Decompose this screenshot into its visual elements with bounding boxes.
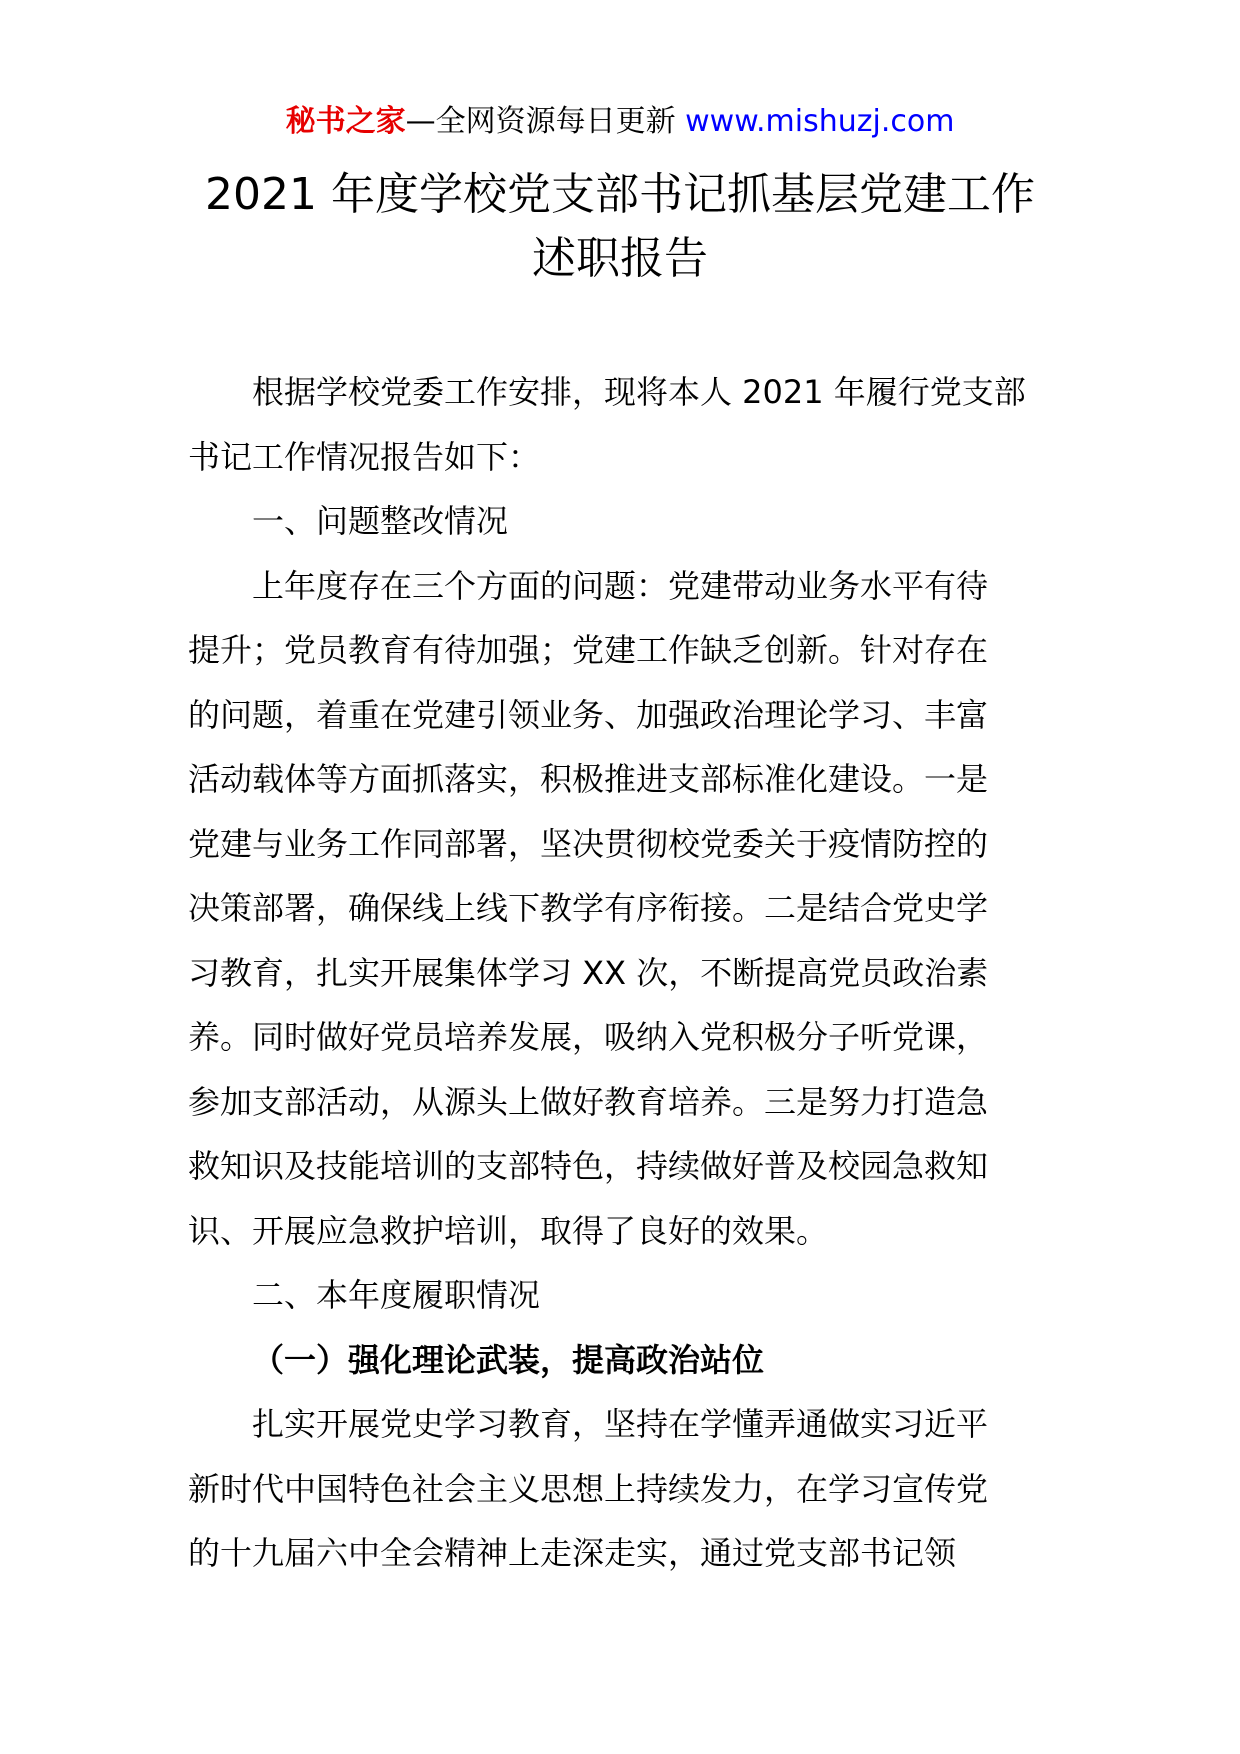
section-heading-1: 一、问题整改情况 <box>252 502 509 540</box>
paragraph-line: 救知识及技能培训的支部特色，持续做好普及校园急救知 <box>188 1147 989 1185</box>
section-heading-2: 二、本年度履职情况 <box>252 1276 541 1314</box>
paragraph-line: 党建与业务工作同部署，坚决贯彻校党委关于疫情防控的 <box>188 824 989 863</box>
subsection-heading-1: （一）强化理论武装，提高政治站位 <box>252 1340 765 1379</box>
paragraph-line: 的问题，着重在党建引领业务、加强政治理论学习、丰富 <box>188 695 989 734</box>
paragraph-line: 上年度存在三个方面的问题：党建带动业务水平有待 <box>252 566 989 605</box>
paragraph-line: 扎实开展党史学习教育，坚持在学懂弄通做实习近平 <box>252 1405 989 1443</box>
paragraph-line: 参加支部活动，从源头上做好教育培养。三是努力打造急 <box>188 1082 989 1121</box>
paragraph-line: 识、开展应急救护培训，取得了良好的效果。 <box>188 1211 829 1250</box>
title-line-2: 述职报告 <box>532 233 708 284</box>
paragraph-line: 习教育，扎实开展集体学习 XX 次，不断提高党员政治素 <box>188 953 989 992</box>
paragraph-line: 决策部署，确保线上线下教学有序衔接。二是结合党史学 <box>188 889 989 927</box>
brand-name: 秘书之家 <box>285 104 406 139</box>
paragraph-line: 新时代中国特色社会主义思想上持续发力，在学习宣传党 <box>188 1469 989 1508</box>
title-line-1: 2021 年度学校党支部书记抓基层党建工作 <box>205 169 1035 220</box>
paragraph-line: 养。同时做好党员培养发展，吸纳入党积极分子听党课， <box>188 1018 989 1056</box>
site-header <box>0 102 1240 142</box>
paragraph-intro-line-1: 根据学校党委工作安排，现将本人 2021 年履行党支部 <box>252 373 1026 411</box>
site-url-link[interactable]: www.mishuzj.com <box>685 104 955 139</box>
paragraph-line: 活动载体等方面抓落实，积极推进支部标准化建设。一是 <box>188 760 989 798</box>
paragraph-line: 提升；党员教育有待加强；党建工作缺乏创新。针对存在 <box>188 631 989 669</box>
paragraph-intro-line-2: 书记工作情况报告如下： <box>188 437 541 476</box>
document-body <box>188 360 1060 1586</box>
document-title <box>0 163 1240 291</box>
header-tagline: —全网资源每日更新 <box>405 104 686 139</box>
paragraph-line: 的十九届六中全会精神上走深走实，通过党支部书记领 <box>188 1534 957 1572</box>
